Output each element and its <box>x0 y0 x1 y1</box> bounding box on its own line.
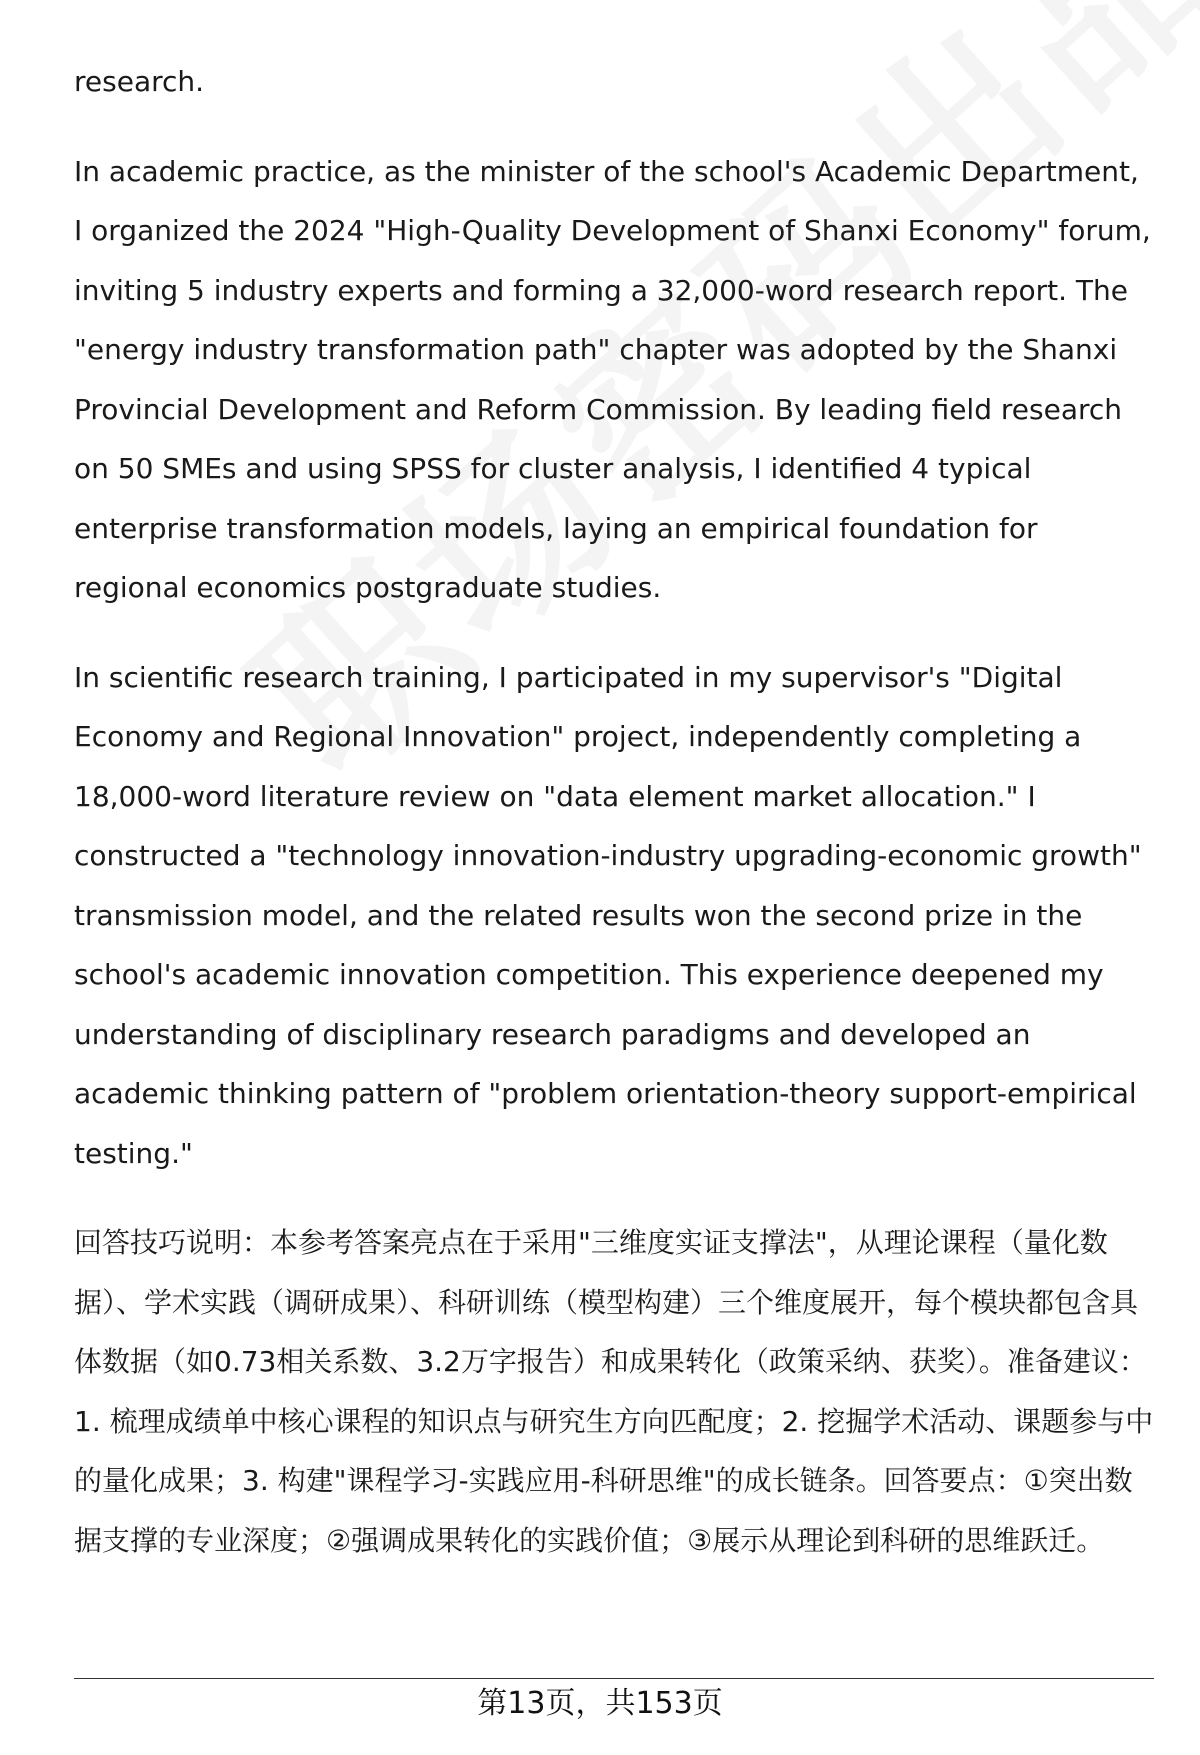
paragraph-answer-tips: 回答技巧说明：本参考答案亮点在于采用"三维度实证支撑法"，从理论课程（量化数据）、学术实践（调研成果）、科研训练（模型构建）三个维度展开，每个模块都包含具体数据（如0.73相关系数、3.2万字报告）和成果转化（政策采纳、获奖）。准备建议：1. 梳理成绩单中核心课程的知识点与研究生方向匹配度；2. 挖掘学术活动、课题参与中的量化成果；3. 构建"课程学习-实践应用-科研思维"的成长链条。回答要点：①突出数据支撑的专业深度；②强调成果转化的实践价值；③展示从理论到科研的思维跃迁。 <box>74 1226 1154 1557</box>
paragraph-continuation: research. <box>74 65 205 98</box>
document-body <box>74 52 1154 1600</box>
paragraph-academic-practice: In academic practice, as the minister of the school's Academic Department, I organized the 2024 "High-Quality Development of Shanxi Economy" forum, inviting 5 industry experts and forming a 32,000-word research report. The "energy industry transformation path" chapter was adopted by the Shanxi Provincial Development and Reform Commission. By leading field research on 50 SMEs and using SPSS for cluster analysis, I identified 4 typical enterprise transformation models, laying an empirical foundation for regional economics postgraduate studies. <box>74 154 1151 604</box>
page-number: 第13页，共153页 <box>477 1686 723 1721</box>
footer-divider <box>74 1678 1154 1679</box>
paragraph-research-training: In scientific research training, I participated in my supervisor's "Digital Economy and Regional Innovation" project, independently completing a 18,000-word literature review on "data element market allocation." I constructed a "technology innovation-industry upgrading-economic growth" transmission model, and the related results won the second prize in the school's academic innovation competition. This experience deepened my understanding of disciplinary research paradigms and developed an academic thinking pattern of "problem orientation-theory support-empirical testing." <box>74 660 1142 1170</box>
